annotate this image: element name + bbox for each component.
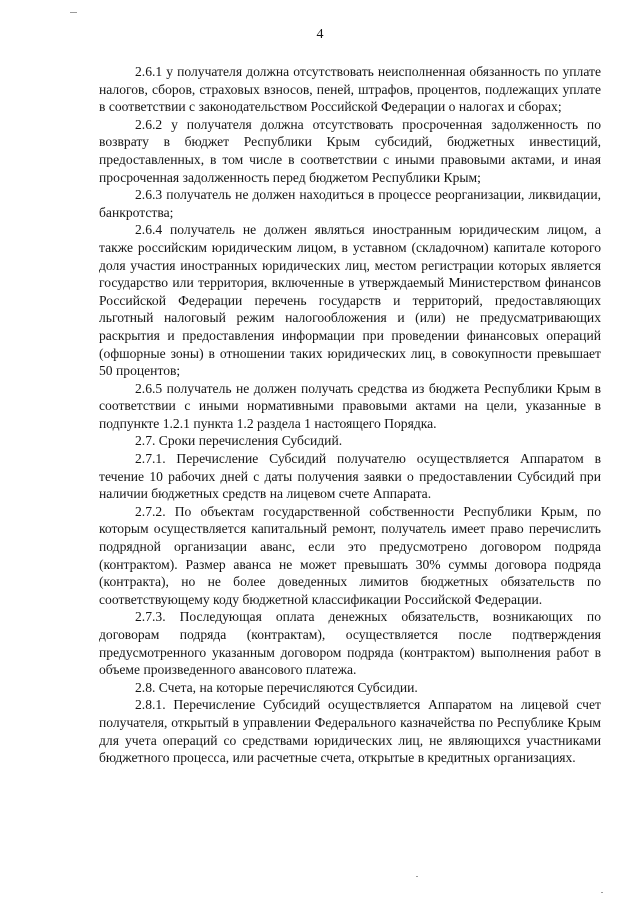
page-number: 4: [316, 27, 324, 42]
paragraph-2-6-2: 2.6.2 у получателя должна отсутствовать просроченная задолженность по возврату в бюджет Республики Крым субсидий, бюджетных инвестиций, предоставленных, в том числе в соответствии с иными правовыми актами, и иная просроченная задолженность перед бюджетом Республики Крым;: [99, 116, 601, 185]
section-heading-2-7: 2.7. Сроки перечисления Субсидий.: [135, 433, 343, 449]
document-body: [99, 63, 601, 767]
scan-mark-bottom: [416, 876, 418, 877]
paragraph-2-7-3: 2.7.3. Последующая оплата денежных обязательств, возникающих по договорам подряда (контрактам), осуществляется после подтверждения предусмотренного указанным договором подряда (контрактом) выполнения работ в объеме произведенного авансового платежа.: [99, 609, 601, 678]
paragraph-2-7-1: 2.7.1. Перечисление Субсидий получателю осуществляется Аппаратом в течение 10 рабочих дней с даты получения заявки о предоставлении Субсидий при наличии бюджетных средств на лицевом счете Аппарата.: [99, 451, 601, 502]
paragraph-2-8-1: 2.8.1. Перечисление Субсидий осуществляется Аппаратом на лицевой счет получателя, открытый в управлении Федерального казначейства по Республике Крым для учета операций со средствами юридических лиц, не являющихся участниками бюджетного процесса, или расчетные счета, открытые в кредитных организациях.: [99, 697, 601, 766]
paragraph-2-7-2: 2.7.2. По объектам государственной собственности Республики Крым, по которым осуществляется капитальный ремонт, получатель имеет право перечислить подрядной организации аванс, если это предусмотрено договором подряда (контрактом). Размер аванса не может превышать 30% суммы договора подряда (контракта), но не более доведенных лимитов бюджетных обязательств по соответствующему коду бюджетной классификации Российской Федерации.: [99, 503, 601, 607]
paragraph-2-6-3: 2.6.3 получатель не должен находиться в процессе реорганизации, ликвидации, банкротства;: [99, 187, 601, 220]
scan-mark-top-left: [70, 12, 77, 13]
paragraph-2-6-5: 2.6.5 получатель не должен получать средства из бюджета Республики Крым в соответствии с иными нормативными правовыми актами на цели, указанные в подпункте 1.2.1 пункта 1.2 раздела 1 настоящего Порядка.: [99, 380, 601, 431]
paragraph-2-6-1: 2.6.1 у получателя должна отсутствовать неисполненная обязанность по уплате налогов, сборов, страховых взносов, пеней, штрафов, процентов, подлежащих уплате в соответствии с законодательством Российской Федерации о налогах и сборах;: [99, 64, 601, 115]
paragraph-2-6-4: 2.6.4 получатель не должен являться иностранным юридическим лицом, а также российским юридическим лицом, в уставном (складочном) капитале которого доля участия иностранных юридических лиц, местом регистрации которых является государство или территория, включенные в утверждаемый Министерством финансов Российской Федерации перечень государств и территорий, предоставляющих льготный налоговый режим налогообложения и (или) не предусматривающих раскрытия и предоставления информации при проведении финансовых операций (офшорные зоны) в отношении таких юридических лиц, в совокупности превышает 50 процентов;: [99, 222, 601, 379]
section-heading-2-8: 2.8. Счета, на которые перечисляются Субсидии.: [135, 679, 418, 695]
scan-mark-bottom-right: [601, 892, 603, 893]
